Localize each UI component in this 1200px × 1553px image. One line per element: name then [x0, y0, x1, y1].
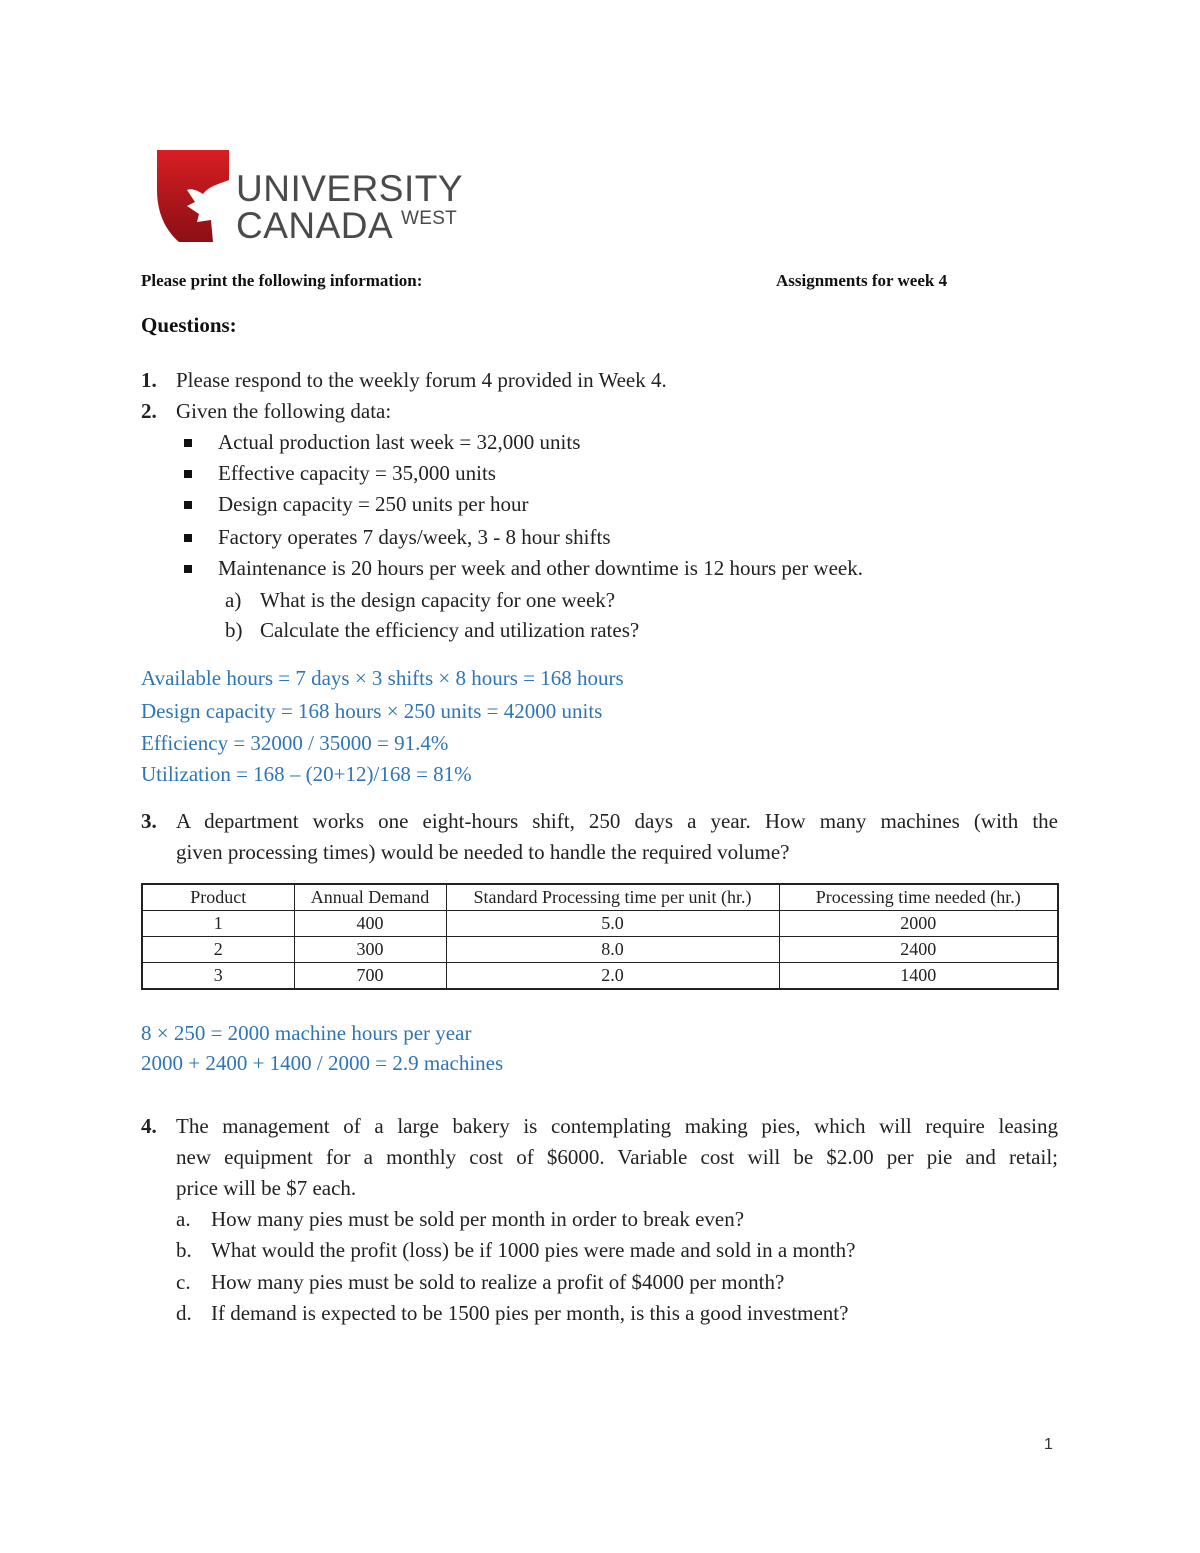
questions-heading: Questions:	[141, 313, 237, 337]
q4-line-2: new equipment for a monthly cost of $6000. Variable cost will be $2.00 per pie and retail;	[176, 1145, 1058, 1169]
q4-line-3: price will be $7 each.	[176, 1176, 357, 1200]
page-number: 1	[1044, 1436, 1053, 1453]
q2-sub-a-label: a)	[225, 588, 242, 612]
q2-number: 2.	[141, 399, 157, 423]
table-cell: 3	[142, 963, 294, 990]
q2-intro: Given the following data:	[176, 399, 392, 423]
q2-sub-b-label: b)	[225, 618, 243, 642]
table-row	[142, 963, 1058, 990]
q2-bullet-4: Factory operates 7 days/week, 3 - 8 hour shifts	[218, 525, 611, 549]
bullet-icon	[184, 534, 192, 542]
q2-bullet-2: Effective capacity = 35,000 units	[218, 461, 496, 485]
q4-sub-b-label: b.	[176, 1238, 192, 1262]
q2-bullet-3: Design capacity = 250 units per hour	[218, 492, 529, 516]
q4-sub-c-text: How many pies must be sold to realize a profit of $4000 per month?	[211, 1270, 785, 1294]
table-cell: 2400	[779, 937, 1058, 963]
q2-answer-2: Design capacity = 168 hours × 250 units = 42000 units	[141, 699, 603, 723]
table-cell: 2.0	[446, 963, 779, 990]
q4-sub-d-label: d.	[176, 1301, 192, 1325]
q4-sub-c-label: c.	[176, 1270, 191, 1294]
processing-table	[141, 883, 1059, 990]
table-header-cell: Standard Processing time per unit (hr.)	[446, 884, 779, 911]
table-row	[142, 911, 1058, 937]
bullet-icon	[184, 565, 192, 573]
table-row	[142, 937, 1058, 963]
table-header-row	[142, 884, 1058, 911]
q2-sub-b-text: Calculate the efficiency and utilization rates?	[260, 618, 640, 642]
q2-answer-4: Utilization = 168 – (20+12)/168 = 81%	[141, 762, 472, 786]
q3-line-2: given processing times) would be needed to handle the required volume?	[176, 840, 790, 864]
q4-sub-a-label: a.	[176, 1207, 191, 1231]
table-cell: 700	[294, 963, 446, 990]
q4-line-1: The management of a large bakery is contemplating making pies, which will require leasing	[176, 1114, 1058, 1138]
logo-text-canada: CANADA	[236, 205, 394, 246]
table-cell: 400	[294, 911, 446, 937]
q4-number: 4.	[141, 1114, 157, 1138]
header-right: Assignments for week 4	[776, 271, 948, 290]
table-cell: 5.0	[446, 911, 779, 937]
q4-sub-a-text: How many pies must be sold per month in order to break even?	[211, 1207, 745, 1231]
q3-line-1: A department works one eight-hours shift, 250 days a year. How many machines (with the	[176, 809, 1058, 833]
q3-number: 3.	[141, 809, 157, 833]
table-header-cell: Product	[142, 884, 294, 911]
q3-answer-1: 8 × 250 = 2000 machine hours per year	[141, 1021, 472, 1045]
table-header-cell: Processing time needed (hr.)	[779, 884, 1058, 911]
table-cell: 300	[294, 937, 446, 963]
q1-text: Please respond to the weekly forum 4 provided in Week 4.	[176, 368, 667, 392]
bullet-icon	[184, 439, 192, 447]
logo-text-west: WEST	[401, 208, 458, 229]
q3-answer-2: 2000 + 2400 + 1400 / 2000 = 2.9 machines	[141, 1051, 504, 1075]
q2-bullet-1: Actual production last week = 32,000 units	[218, 430, 581, 454]
q4-sub-d-text: If demand is expected to be 1500 pies per month, is this a good investment?	[211, 1301, 849, 1325]
table-header-cell: Annual Demand	[294, 884, 446, 911]
logo-text-university: UNIVERSITY	[236, 168, 464, 209]
q2-answer-3: Efficiency = 32000 / 35000 = 91.4%	[141, 731, 449, 755]
header-left: Please print the following information:	[141, 271, 423, 290]
bullet-icon	[184, 470, 192, 478]
q1-number: 1.	[141, 368, 157, 392]
table-cell: 8.0	[446, 937, 779, 963]
q2-bullet-5: Maintenance is 20 hours per week and other downtime is 12 hours per week.	[218, 556, 863, 580]
table-cell: 1	[142, 911, 294, 937]
table-cell: 2	[142, 937, 294, 963]
q2-answer-1: Available hours = 7 days × 3 shifts × 8 hours = 168 hours	[141, 666, 624, 690]
q2-sub-a-text: What is the design capacity for one week?	[260, 588, 616, 612]
q4-sub-b-text: What would the profit (loss) be if 1000 pies were made and sold in a month?	[211, 1238, 856, 1262]
table-cell: 1400	[779, 963, 1058, 990]
bullet-icon	[184, 501, 192, 509]
table-cell: 2000	[779, 911, 1058, 937]
